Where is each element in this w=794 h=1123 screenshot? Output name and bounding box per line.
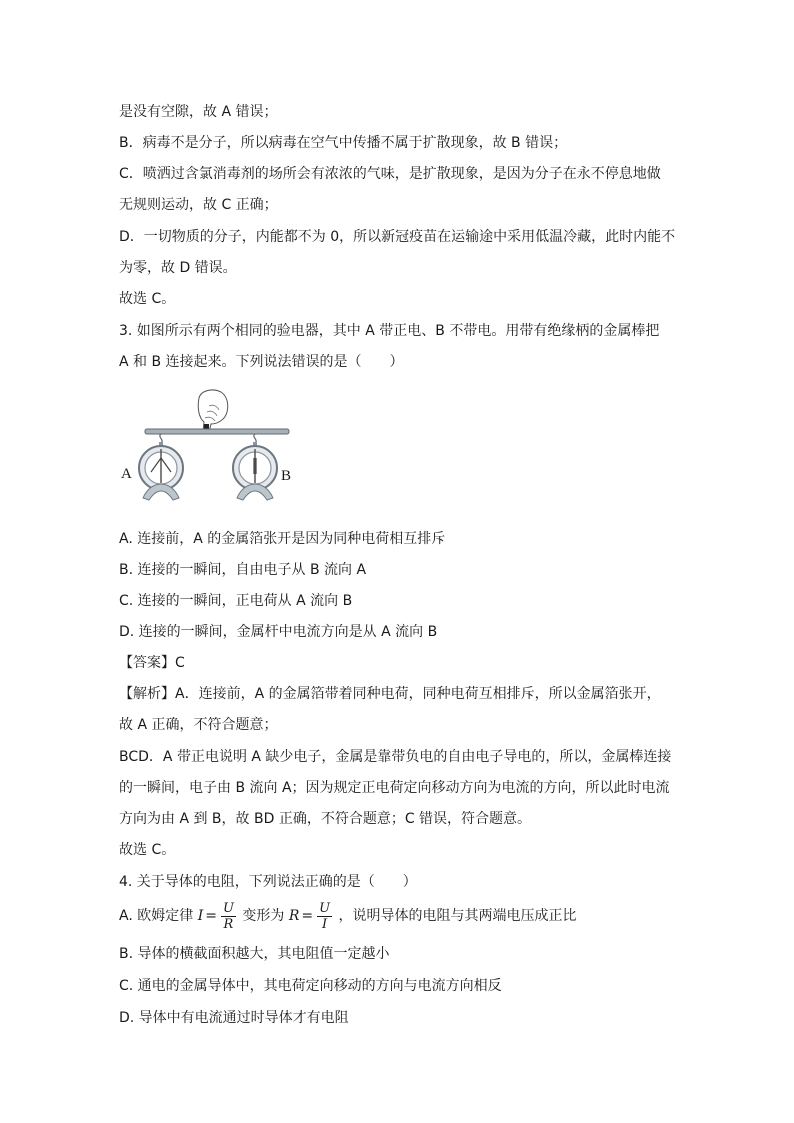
formula-lhs: R bbox=[288, 908, 300, 924]
analysis-text: A．连接前，A 的金属箔带着同种电荷，同种电荷互相排斥，所以金属箔张开， bbox=[175, 686, 661, 702]
text-line: 为零，故 D 错误。 bbox=[119, 260, 237, 276]
analysis-line: 的一瞬间，电子由 B 流向 A；因为规定正电荷定向移动方向为电流的方向，所以此时电流 bbox=[119, 780, 670, 796]
q4-option-c: C. 通电的金属导体中，其电荷定向移动的方向与电流方向相反 bbox=[119, 978, 502, 994]
formula-eq: = bbox=[301, 908, 314, 924]
formula-den: R bbox=[223, 916, 234, 932]
q4-option-a-prefix: A. 欧姆定律 bbox=[119, 908, 194, 924]
electroscope-a bbox=[139, 434, 183, 500]
text-line: 是没有空隙，故 A 错误； bbox=[119, 104, 278, 120]
electroscope-figure bbox=[117, 388, 297, 510]
formula-den: I bbox=[322, 916, 328, 932]
analysis-line: BCD．A 带正电说明 A 缺少电子，金属是靠带负电的自由电子导电的，所以，金属棒连接 bbox=[119, 749, 672, 765]
q4-option-a-mid: 变形为 bbox=[242, 908, 285, 924]
option-a: A. 连接前，A 的金属箔张开是因为同种电荷相互排斥 bbox=[119, 531, 446, 547]
option-c: C. 连接的一瞬间，正电荷从 A 流向 B bbox=[119, 593, 353, 609]
analysis-line bbox=[119, 684, 661, 704]
conclusion: 故选 C。 bbox=[119, 842, 176, 858]
q4-option-b: B. 导体的横截面积越大，其电阻值一定越小 bbox=[119, 946, 390, 962]
text-line: 无规则运动，故 C 正确； bbox=[119, 197, 278, 213]
formula-lhs: I bbox=[197, 908, 204, 924]
q4-option-a-suffix: ，说明导体的电阻与其两端电压成正比 bbox=[338, 908, 577, 924]
option-b: B. 连接的一瞬间，自由电子从 B 流向 A bbox=[119, 562, 367, 578]
electroscope-b bbox=[233, 434, 277, 500]
label-b: B bbox=[281, 468, 292, 484]
question-4-stem: 4. 关于导体的电阻，下列说法正确的是（ ） bbox=[119, 874, 417, 890]
option-d: D. 连接的一瞬间，金属杆中电流方向是从 A 流向 B bbox=[119, 624, 438, 640]
hand-icon bbox=[198, 390, 228, 432]
text-line: B．病毒不是分子，所以病毒在空气中传播不属于扩散现象，故 B 错误； bbox=[119, 135, 568, 151]
formula-num: U bbox=[319, 900, 331, 916]
analysis-line: 故 A 正确，不符合题意； bbox=[119, 717, 278, 733]
analysis-label: 【解析】 bbox=[119, 686, 175, 702]
text-line: D．一切物质的分子，内能都不为 0，所以新冠疫苗在运输途中采用低温冷藏，此时内能不 bbox=[119, 229, 676, 245]
text-line: 故选 C。 bbox=[119, 291, 176, 307]
q4-option-a bbox=[119, 899, 577, 933]
question-3-stem: 3. 如图所示有两个相同的验电器，其中 A 带正电、B 不带电。用带有绝缘柄的金属棒把 bbox=[119, 323, 660, 339]
text-line: C．喷洒过含氯消毒剂的场所会有浓浓的气味，是扩散现象，是因为分子在永不停息地做 bbox=[119, 166, 661, 182]
answer: 【答案】C bbox=[119, 655, 185, 671]
q4-option-d: D. 导体中有电流通过时导体才有电阻 bbox=[119, 1010, 349, 1026]
resistance-formula bbox=[289, 899, 334, 933]
metal-rod bbox=[145, 429, 289, 434]
ohms-law-formula bbox=[198, 899, 238, 933]
label-a: A bbox=[121, 466, 132, 482]
question-3-stem: A 和 B 连接起来。下列说法错误的是（ ） bbox=[119, 354, 404, 370]
formula-eq: = bbox=[205, 908, 217, 924]
analysis-line: 方向为由 A 到 B，故 BD 正确，不符合题意；C 错误，符合题意。 bbox=[119, 811, 532, 827]
formula-num: U bbox=[222, 900, 234, 916]
